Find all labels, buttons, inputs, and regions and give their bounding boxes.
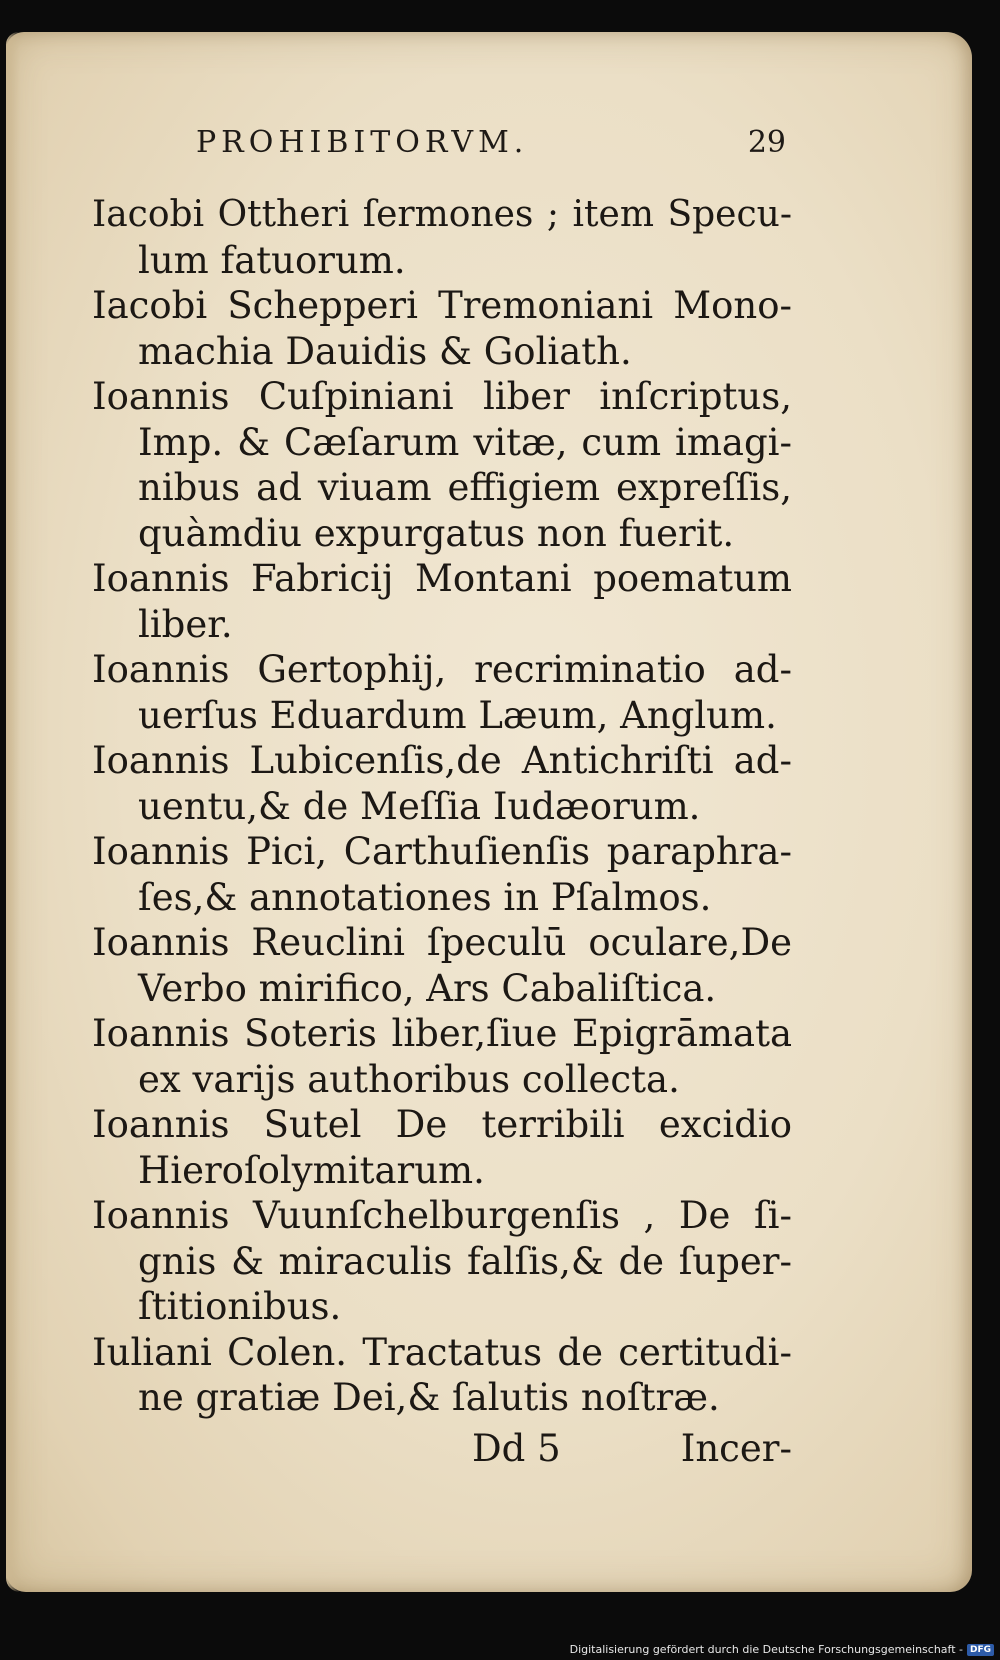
entry-line: Ioannis Soteris liber,ſiue Epigrāmata	[92, 1012, 792, 1055]
entry-line: uerſus Eduardum Læum, Anglum.	[138, 693, 777, 737]
entry-line: gnis & miraculis falſis,& de ſuper-	[138, 1239, 792, 1283]
signature-mark: Dd 5	[472, 1427, 561, 1470]
dfg-logo: DFG	[967, 1644, 994, 1656]
digitization-credit	[570, 1643, 994, 1656]
entry-line: Ioannis Cuſpiniani liber inſcriptus,	[92, 375, 792, 418]
catchword: Incer-	[680, 1427, 792, 1470]
entry-line: Ioannis Reuclini ſpeculū oculare,De	[92, 921, 792, 964]
entry-line: Ioannis Gertophij, recriminatio ad-	[92, 648, 792, 691]
page-gutter-shadow	[6, 32, 20, 1592]
entry-line: ex varijs authoribus collecta.	[138, 1057, 680, 1101]
index-entry	[92, 920, 792, 1011]
entry-line: lum fatuorum.	[138, 238, 406, 282]
entry-line: ſes,& annotationes in Pſalmos.	[138, 875, 712, 919]
entry-line: machia Dauidis & Goliath.	[138, 329, 632, 373]
entry-line: ne gratiæ Dei,& ſalutis noſtræ.	[138, 1376, 720, 1419]
index-entry	[92, 1102, 792, 1193]
index-entry	[92, 829, 792, 920]
entry-line: Iacobi Schepperi Tremoniani Mono-	[92, 284, 792, 327]
running-head-title: PROHIBITORVM.	[196, 125, 529, 160]
index-entry	[92, 738, 792, 829]
book-page	[6, 32, 972, 1592]
entry-line: Iacobi Ottheri ſermones ; item Specu-	[92, 194, 792, 235]
entry-line: Ioannis Lubicenſis,de Antichriſti ad-	[92, 739, 792, 782]
entry-line: Hieroſolymitarum.	[138, 1148, 485, 1192]
index-entry	[92, 647, 792, 738]
entry-line: Ioannis Pici, Carthuſienſis paraphra-	[92, 830, 792, 873]
entry-line: liber.	[138, 602, 233, 646]
index-entry	[92, 283, 792, 374]
index-entry	[92, 1330, 792, 1421]
entry-line: quàmdiu expurgatus non fuerit.	[138, 511, 735, 555]
entry-line: Iuliani Colen. Tractatus de certitudi-	[92, 1330, 792, 1374]
credit-text: Digitalisierung gefördert durch die Deutsche Forschungsgemeinschaft -	[569, 1643, 963, 1656]
entry-line: nibus ad viuam effigiem expreſſis,	[138, 466, 792, 509]
entry-line: uentu,& de Meſſia Iudæorum.	[138, 784, 701, 828]
entry-line: ſtitionibus.	[138, 1285, 342, 1328]
index-entry	[92, 1011, 792, 1102]
running-head	[96, 117, 786, 177]
index-entries	[92, 192, 792, 1421]
index-entry	[92, 192, 792, 283]
index-entry	[92, 556, 792, 647]
page-number: 29	[747, 125, 786, 160]
index-entry	[92, 374, 792, 556]
entry-line: Ioannis Vuunſchelburgenſis , De ſi-	[92, 1194, 792, 1237]
entry-line: Ioannis Fabricij Montani poematum	[92, 557, 792, 600]
entry-line: Ioannis Sutel De terribili excidio	[92, 1103, 792, 1146]
page-footer	[92, 1427, 792, 1477]
entry-line: Imp. & Cæſarum vitæ, cum imagi-	[138, 420, 792, 464]
entry-line: Verbo mirifico, Ars Cabaliſtica.	[138, 966, 717, 1010]
index-entry	[92, 1193, 792, 1330]
